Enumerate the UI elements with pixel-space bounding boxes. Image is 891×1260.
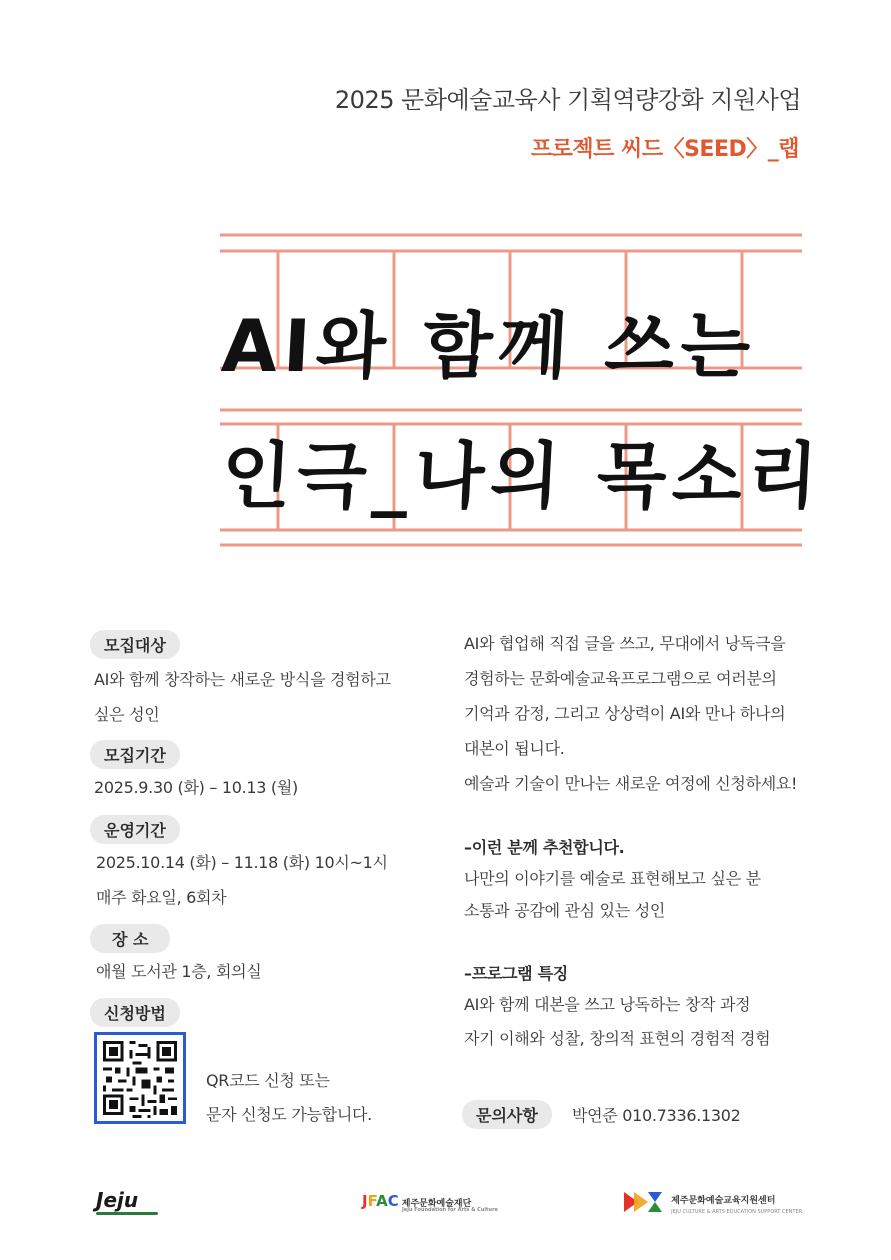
support-center-logo-sub: JEJU CULTURE & ARTS EDUCATION SUPPORT CENTER bbox=[671, 1209, 803, 1215]
support-center-logo bbox=[624, 1188, 802, 1215]
jfac-logo bbox=[362, 1192, 498, 1213]
qr-code[interactable] bbox=[94, 1032, 186, 1124]
main-title-line1: AI와 함께 쓰는 bbox=[219, 304, 759, 388]
intro-text-2: 경험하는 문화예술교육프로그램으로 여러분의 bbox=[464, 669, 777, 688]
recruit-period-value: 2025.9.30 (화) – 10.13 (월) bbox=[94, 778, 298, 797]
recommend-heading: –이런 분께 추천합니다. bbox=[464, 838, 625, 857]
apply-text-2: 문자 신청도 가능합니다. bbox=[206, 1105, 372, 1124]
apply-text-1: QR코드 신청 또는 bbox=[206, 1071, 330, 1090]
feature-heading: –프로그램 특징 bbox=[464, 964, 568, 983]
intro-text-5: 예술과 기술이 만나는 새로운 여정에 신청하세요! bbox=[464, 774, 798, 793]
feature-text-2: 자기 이해와 성찰, 창의적 표현의 경험적 경험 bbox=[464, 1029, 771, 1048]
place-value: 애월 도서관 1층, 회의실 bbox=[96, 962, 262, 981]
operation-period-value: 2025.10.14 (화) – 11.18 (화) 10시~1시 bbox=[96, 853, 388, 872]
contact-value: 박연준 010.7336.1302 bbox=[572, 1106, 741, 1125]
jfac-logo-f: F bbox=[367, 1192, 377, 1210]
operation-schedule: 매주 화요일, 6회차 bbox=[96, 888, 227, 907]
intro-text-1: AI와 협업해 직접 글을 쓰고, 무대에서 낭독극을 bbox=[464, 634, 786, 653]
jfac-logo-name: 제주문화예술재단 bbox=[401, 1199, 472, 1209]
contact-label: 문의사항 bbox=[462, 1100, 552, 1129]
recommend-text-1: 나만의 이야기를 예술로 표현해보고 싶은 분 bbox=[464, 869, 761, 888]
jeju-logo: Jeju bbox=[96, 1188, 139, 1212]
recruit-period-label: 모집기간 bbox=[90, 740, 180, 769]
jfac-logo-c: C bbox=[387, 1192, 399, 1210]
place-label: 장 소 bbox=[90, 924, 170, 953]
recruit-target-text-1: AI와 함께 창작하는 새로운 방식을 경험하고 bbox=[94, 670, 391, 689]
main-title-line2: 인극_나의 목소리 bbox=[219, 434, 826, 518]
support-center-logo-name: 제주문화예술교육지원센터 bbox=[671, 1196, 776, 1206]
operation-period-label: 운영기간 bbox=[90, 815, 180, 844]
project-name: 프로젝트 씨드〈SEED〉_랩 bbox=[530, 137, 799, 162]
jfac-logo-sub: Jeju Foundation for Arts & Culture bbox=[402, 1207, 498, 1213]
jfac-logo-j: J bbox=[362, 1192, 368, 1210]
recommend-text-2: 소통과 공감에 관심 있는 성인 bbox=[464, 901, 666, 920]
jfac-logo-a: A bbox=[376, 1192, 388, 1210]
intro-text-4: 대본이 됩니다. bbox=[464, 739, 565, 758]
recruit-target-text-2: 싶은 성인 bbox=[94, 705, 160, 724]
jeju-logo-underline bbox=[96, 1212, 158, 1215]
apply-method-label: 신청방법 bbox=[90, 998, 180, 1027]
intro-text-3: 기억과 감정, 그리고 상상력이 AI와 만나 하나의 bbox=[464, 704, 786, 723]
support-center-logo-icon bbox=[624, 1192, 662, 1212]
feature-text-1: AI와 함께 대본을 쓰고 낭독하는 창작 과정 bbox=[464, 995, 751, 1014]
project-subtitle: 2025 문화예술교육사 기획역량강화 지원사업 bbox=[334, 86, 801, 114]
recruit-target-label: 모집대상 bbox=[90, 630, 180, 659]
